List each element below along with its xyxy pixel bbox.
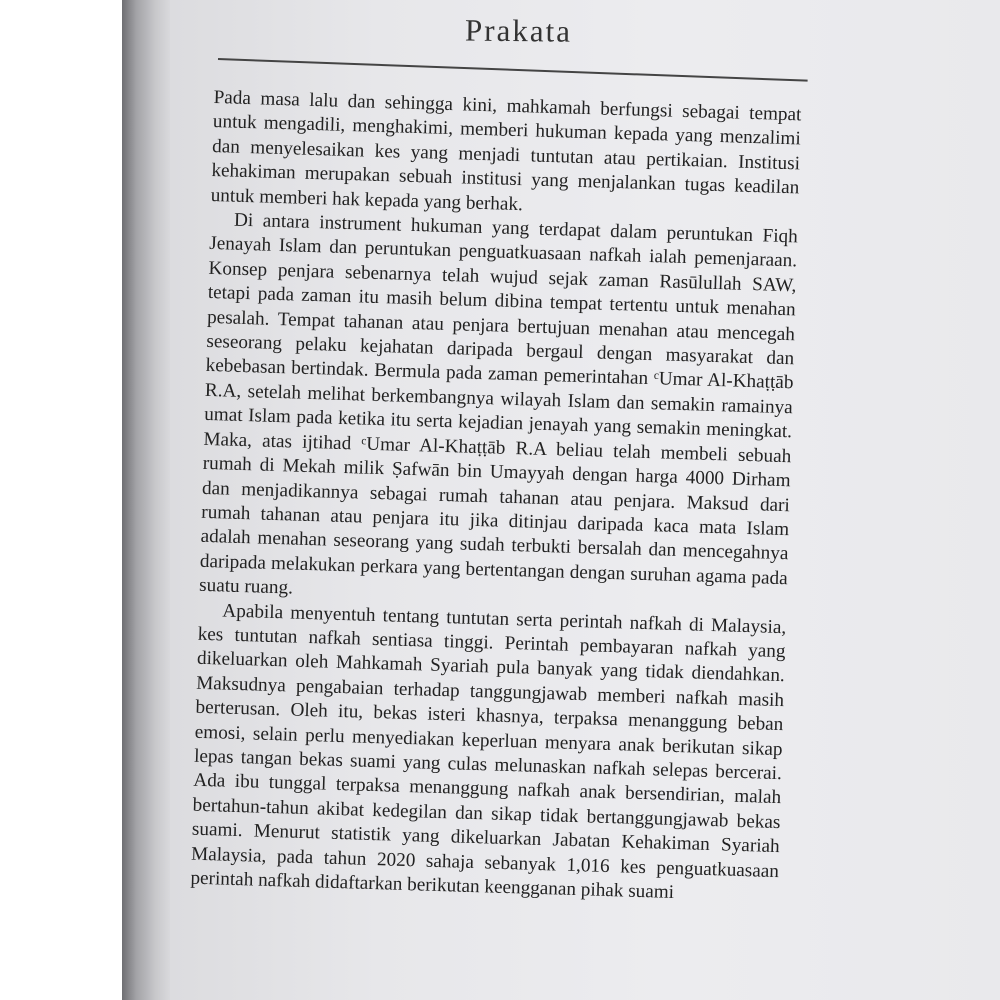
title-underline xyxy=(218,58,808,82)
paragraph-3: Apabila menyentuh tentang tuntutan serta perintah nafkah di Malaysia, kes tuntutan nafkah sentiasa tinggi. Perintah pembayaran nafkah yang dikeluarkan oleh Mahkamah Syariah pula banyak yang tidak diendahkan. Maksudnya pengabaian terhadap tanggungjawab memberi nafkah masih berterusan. Oleh itu, bekas isteri khasnya, terpaksa menanggung beban emosi, selain perlu menyediakan keperluan menyara anak berikutan sikap lepas tangan bekas suami yang culas melunaskan nafkah selepas bercerai. Ada ibu tunggal terpaksa menanggung nafkah anak bersendirian, malah bertahun-tahun akibat kedegilan dan sikap tidak bertanggungjawab bekas suami. Menurut statistik yang dikeluarkan Jabatan Kehakiman Syariah Malaysia, pada tahun 2020 sahaja sebanyak 1,016 kes penguatkuasaan perintah nafkah didaftarkan berikutan keengganan pihak suami xyxy=(190,600,787,903)
body-text xyxy=(190,86,802,908)
page-gutter-shadow xyxy=(122,0,170,1000)
book-page xyxy=(170,0,1000,1000)
page-title: Prakata xyxy=(464,12,573,49)
background-margin xyxy=(0,0,122,1000)
paragraph-1: Pada masa lalu dan sehingga kini, mahkamah berfungsi sebagai tempat untuk mengadili, menghakimi, memberi hukuman kepada yang menzalimi dan menyelesaikan kes yang menjadi tuntutan atau pertikaian. Institusi kehakiman merupakan sebuah institusi yang menjalankan tugas keadilan untuk memberi hak kepada yang berhak. xyxy=(210,86,802,215)
paragraph-2: Di antara instrument hukuman yang terdapat dalam peruntukan Fiqh Jenayah Islam dan peruntukan penguatkuasaan nafkah ialah pemenjaraan. Konsep penjara sebenarnya telah wujud sejak zaman Rasūlullah SAW, tetapi pada zaman itu masih belum dibina tempat tertentu untuk menahan pesalah. Tempat tahanan atau penjara bertujuan menahan atau mencegah seseorang pelaku kejahatan daripada bergaul dengan masyarakat dan kebebasan bertindak. Bermula pada zaman pemerintahan ᶜUmar Al-Khaṭṭāb R.A, setelah melihat berkembangnya wilayah Islam dan semakin ramainya umat Islam pada ketika itu serta kejadian jenayah yang semakin meningkat. Maka, atas ijtihad ᶜUmar Al-Khaṭṭāb R.A beliau telah membeli sebuah rumah di Mekah milik Ṣafwān bin Umayyah dengan harga 4000 Dirham dan menjadikannya sebagai rumah tahanan atau penjara. Maksud dari rumah tahanan atau penjara itu jika ditinjau daripada kaca mata Islam adalah menahan seseorang yang sudah terbukti bersalah dan mencegahnya daripada melakukan perkara yang bertentangan dengan suruhan agama pada suatu ruang. xyxy=(198,209,799,599)
